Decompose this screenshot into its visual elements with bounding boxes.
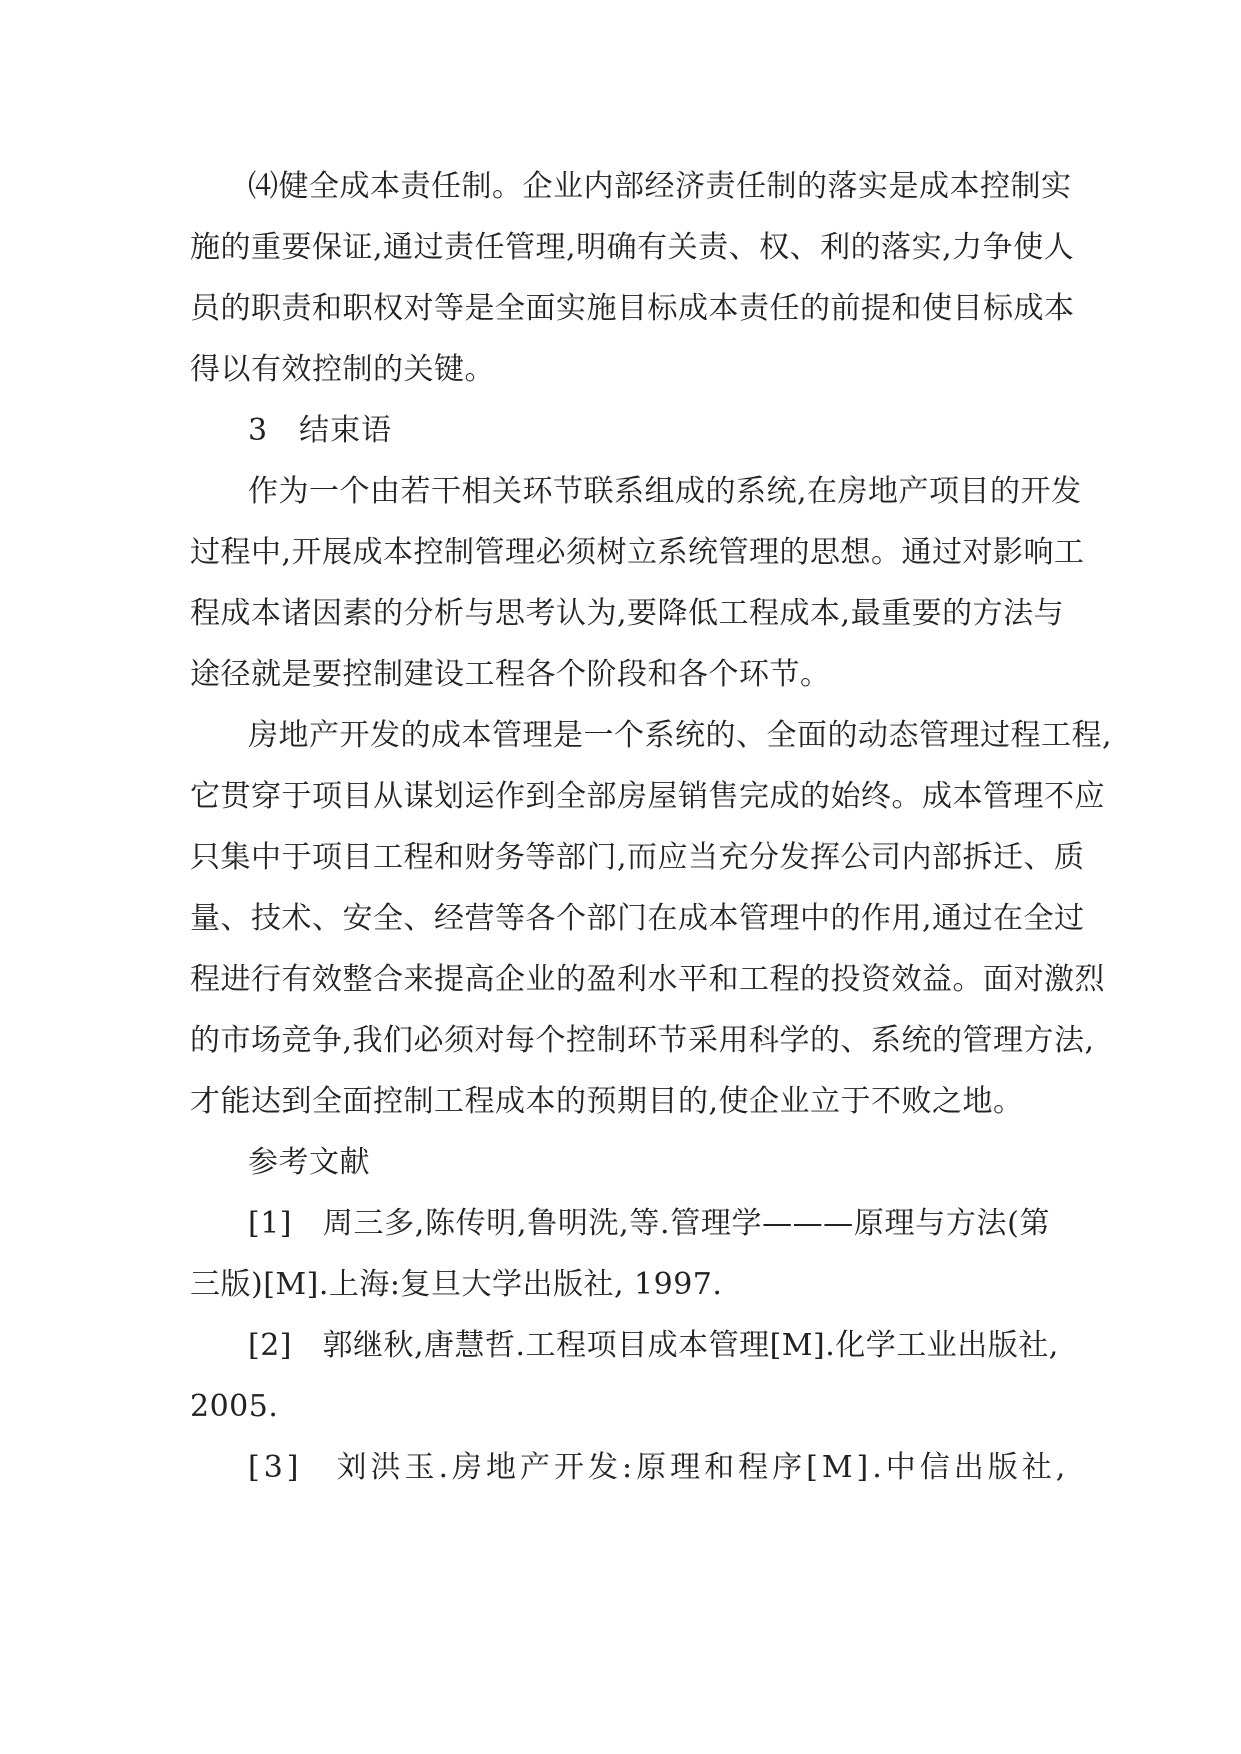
text-line: 程进行有效整合来提高企业的盈利水平和工程的投资效益。面对激烈 <box>190 962 1105 997</box>
document-page <box>190 156 1113 1498</box>
text-line: 的市场竞争,我们必须对每个控制环节采用科学的、系统的管理方法, <box>190 1023 1095 1058</box>
text-line: 途径就是要控制建设工程各个阶段和各个环节。 <box>190 657 831 692</box>
text-line: 它贯穿于项目从谋划运作到全部房屋销售完成的始终。成本管理不应 <box>190 779 1105 814</box>
paragraph-cost-responsibility <box>190 156 1075 400</box>
text-line: 过程中,开展成本控制管理必须树立系统管理的思想。通过对影响工 <box>190 535 1085 570</box>
reference-line: [1] 周三多,陈传明,鲁明洗,等.管理学———原理与方法(第 <box>248 1206 1050 1241</box>
references-heading-block <box>190 1132 1050 1193</box>
text-line: 得以有效控制的关键。 <box>190 352 495 387</box>
references-heading: 参考文献 <box>248 1145 370 1180</box>
section-heading-conclusion <box>190 400 1050 461</box>
paragraph-conclusion-1 <box>190 461 1085 705</box>
reference-item-2 <box>190 1315 1059 1437</box>
text-line: 量、技术、安全、经营等各个部门在成本管理中的作用,通过在全过 <box>190 901 1085 936</box>
text-line: 员的职责和职权对等是全面实施目标成本责任的前提和使目标成本 <box>190 291 1075 326</box>
text-line: ⑷健全成本责任制。企业内部经济责任制的落实是成本控制实 <box>248 169 1072 204</box>
paragraph-conclusion-2 <box>190 705 1113 1132</box>
reference-line: 2005. <box>190 1389 279 1424</box>
text-line: 才能达到全面控制工程成本的预期目的,使企业立于不败之地。 <box>190 1084 1024 1119</box>
text-line: 程成本诸因素的分析与思考认为,要降低工程成本,最重要的方法与 <box>190 596 1065 631</box>
reference-line: 三版)[M].上海:复旦大学出版社, 1997. <box>190 1267 723 1302</box>
reference-item-1 <box>190 1193 1050 1315</box>
text-line: 施的重要保证,通过责任管理,明确有关责、权、利的落实,力争使人 <box>190 230 1075 265</box>
text-line: 房地产开发的成本管理是一个系统的、全面的动态管理过程工程, <box>248 718 1113 753</box>
section-heading: 3 结束语 <box>248 413 393 448</box>
reference-line: [3] 刘洪玉.房地产开发:原理和程序[M].中信出版社, <box>248 1450 1070 1485</box>
reference-line: [2] 郭继秋,唐慧哲.工程项目成本管理[M].化学工业出版社, <box>248 1328 1059 1363</box>
reference-item-3 <box>190 1437 1070 1498</box>
text-line: 只集中于项目工程和财务等部门,而应当充分发挥公司内部拆迁、质 <box>190 840 1085 875</box>
text-line: 作为一个由若干相关环节联系组成的系统,在房地产项目的开发 <box>248 474 1082 509</box>
